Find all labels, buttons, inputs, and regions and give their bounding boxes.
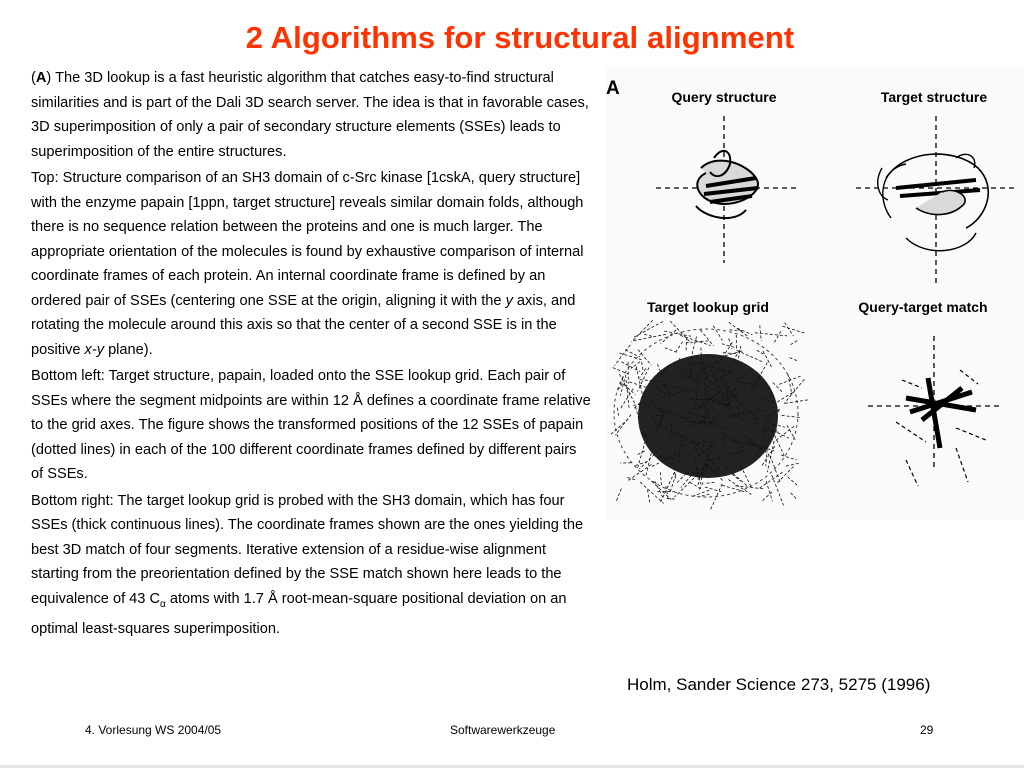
grid-segment — [785, 463, 799, 466]
grid-segment — [631, 320, 652, 342]
intro-text: ) The 3D lookup is a fast heuristic algorithm that catches easy-to-find structural similarities and is part of the Dali 3D search server. The idea is that in favorable cases, 3D superimposition of only a pair of secondary structure elements (SSEs) leads to superimposition of the entire structures. — [31, 70, 589, 160]
paragraph-top — [31, 166, 591, 362]
grid-segment — [737, 328, 752, 335]
grid-segment — [766, 481, 772, 501]
grid-segment — [646, 453, 651, 476]
grid-segment — [627, 478, 636, 481]
grid-segment — [675, 475, 698, 497]
grid-segment — [616, 489, 621, 502]
alpha-subscript: α — [160, 598, 166, 610]
query-structure-label: Query structure — [671, 89, 777, 105]
top-text-3: plane). — [104, 341, 153, 358]
top-text-1: Top: Structure comparison of an SH3 domain of c-Src kinase [1cskA, query structure] with the enzyme papain [1ppn, target structure] reveals similar domain folds, although there is no sequence relation between the proteins and one is much larger. The appropriate orientation of the molecules is found by exhaustive comparison of internal coordinate frames of each protein. An internal coordinate frame is defined by an ordered pair of SSEs (centering one SSE at the origin, aligning it with the — [31, 170, 584, 309]
grid-segment — [713, 326, 722, 341]
grid-segment — [664, 331, 691, 336]
body-text — [31, 66, 591, 643]
grid-segment — [737, 350, 764, 362]
grid-segment — [777, 376, 801, 385]
grid-segment — [785, 400, 808, 403]
query-structure-image — [656, 116, 798, 263]
target-structure-label: Target structure — [880, 89, 988, 105]
grid-segment — [790, 358, 798, 361]
grid-segment — [637, 451, 645, 455]
grid-segment — [621, 362, 640, 372]
paragraph-intro — [31, 66, 591, 164]
grid-segment — [776, 466, 793, 484]
grid-segment — [772, 475, 784, 505]
grid-segment — [670, 321, 691, 343]
grid-segment — [706, 482, 714, 483]
grid-segment — [784, 379, 804, 403]
panel-letter: A — [606, 78, 620, 99]
target-lookup-grid-label: Target lookup grid — [647, 299, 769, 315]
paragraph-bottom-left — [31, 364, 591, 487]
paren-open: ( — [31, 70, 36, 86]
paragraph-bottom-right — [31, 489, 591, 642]
grid-segment — [665, 348, 677, 353]
grid-segment — [670, 475, 676, 492]
grid-segment — [773, 383, 783, 393]
grid-segment — [776, 393, 792, 403]
grid-segment — [686, 337, 687, 351]
grid-segment — [610, 419, 628, 435]
grid-segment — [732, 474, 741, 481]
bottom-right-text-2: atoms with 1.7 Å root-mean-square positional deviation on an optimal least-squares superimposition. — [31, 590, 567, 637]
grid-segment — [613, 368, 628, 374]
grid-segment — [661, 330, 676, 344]
grid-segment — [615, 414, 631, 435]
grid-segment — [755, 333, 787, 336]
target-lookup-grid-image — [610, 320, 808, 511]
grid-segment — [647, 490, 649, 504]
grid-segment — [782, 326, 805, 333]
grid-segment — [763, 351, 772, 368]
citation: Holm, Sander Science 273, 5275 (1996) — [627, 675, 931, 694]
query-target-match-image — [868, 336, 1000, 486]
xy-plane-term: x-y — [84, 341, 105, 358]
slide-title: 2 Algorithms for structural alignment — [245, 20, 795, 55]
grid-segment — [644, 334, 652, 336]
query-target-match-label: Query-target match — [858, 299, 988, 315]
grid-segment — [788, 374, 792, 394]
grid-segment — [781, 455, 797, 460]
panel-reference: A — [35, 70, 47, 86]
alignment-figure — [606, 68, 1024, 520]
grid-segment — [676, 342, 683, 352]
bottom-right-text-1: Bottom right: The target lookup grid is probed with the SH3 domain, which has four SSEs (thick continuous lines). The coordinate frames shown are the ones yielding the best 3D match of four segments. Iterative extension of a residue-wise alignment starting from the preorientation defined by the SSE match shown here leads to the equivalence of 43 C — [31, 492, 584, 607]
top-text-2: axis, and rotating the molecule around this axis so that the center of a second SSE is in the positive — [31, 292, 576, 358]
grid-segment — [676, 473, 686, 484]
y-axis-term: y — [505, 292, 513, 309]
footer-course: 4. Vorlesung WS 2004/05 — [85, 723, 222, 737]
page-number: 29 — [920, 723, 934, 737]
grid-segment — [690, 482, 701, 488]
grid-segment — [791, 493, 797, 500]
grid-segment — [629, 382, 647, 388]
grid-segment — [788, 477, 797, 485]
grid-segment — [729, 322, 748, 336]
grid-segment — [700, 330, 713, 346]
grid-segment — [660, 472, 661, 486]
grid-segment — [638, 350, 651, 366]
grid-segment — [774, 331, 781, 343]
bottom-left-text: Bottom left: Target structure, papain, loaded onto the SSE lookup grid. Each pair of SSEs where the segment midpoints are within 12 Å defines a coordinate frame relative to the grid axes. The figure shows the transformed positions of the 12 SSEs of papain (dotted lines) in each of the 100 different coordinate frames defined by different pairs of SSEs. — [31, 368, 591, 482]
grid-segment — [617, 408, 618, 416]
grid-segment — [620, 389, 633, 410]
grid-segment — [619, 374, 634, 404]
grid-segment — [642, 362, 644, 372]
grid-segment — [782, 415, 800, 417]
grid-segment — [625, 350, 640, 357]
grid-segment — [723, 353, 736, 354]
grid-segment — [722, 344, 737, 348]
grid-segment — [692, 490, 710, 497]
grid-segment — [626, 375, 630, 409]
grid-segment — [633, 461, 647, 466]
grid-segment — [757, 350, 764, 354]
grid-segment — [729, 330, 742, 331]
footer-title: Softwarewerkzeuge — [450, 723, 556, 737]
target-structure-image — [856, 116, 1016, 286]
grid-segment — [789, 341, 797, 346]
